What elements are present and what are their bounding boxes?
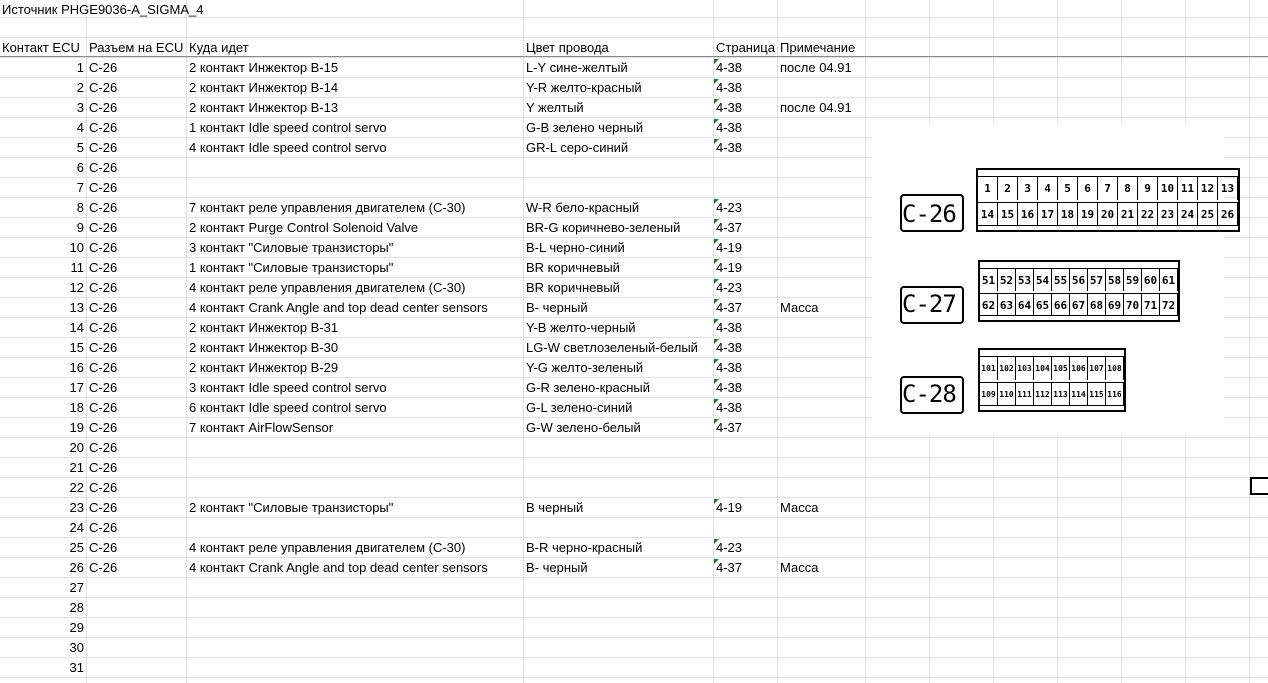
connector-cell[interactable]: C-26 [89,200,118,215]
contact-number-cell[interactable]: 14 [69,320,84,335]
note-cell[interactable]: после 04.91 [780,100,852,115]
column-header[interactable]: Разъем на ECU [89,40,184,55]
page-cell[interactable]: 4-38 [716,80,743,95]
connector-pin: 113 [1052,382,1070,406]
wire-color-cell[interactable]: B-L черно-синий [526,240,625,255]
row-gridline [0,477,1268,478]
wire-color-cell[interactable]: BR коричневый [526,260,620,275]
connector-pin: 2 [998,176,1018,200]
connector-pin: 62 [980,293,998,316]
connector-pin: 58 [1106,268,1124,291]
connector-label: C-26 [902,200,956,228]
row-gridline [0,617,1268,618]
wire-color-cell[interactable]: Y-R желто-красный [526,80,642,95]
connector-pin-block [976,168,1240,232]
selected-cell[interactable] [1250,477,1268,495]
destination-cell[interactable]: 2 контакт Инжектор B-31 [189,320,339,335]
page-cell[interactable]: 4-23 [716,200,743,215]
number-stored-as-text-marker [714,379,719,384]
column-header[interactable]: Куда идет [189,40,249,55]
contact-number-cell[interactable]: 19 [69,420,84,435]
contact-number-cell[interactable]: 8 [76,200,84,215]
contact-number-cell[interactable]: 16 [69,360,84,375]
connector-pin: 6 [1078,176,1098,200]
connector-pin: 13 [1218,176,1238,200]
connector-diagram-image [872,124,1235,436]
connector-cell[interactable]: C-26 [89,180,118,195]
connector-pin: 60 [1142,268,1160,291]
page-cell[interactable]: 4-38 [716,340,743,355]
row-gridline [0,677,1268,678]
contact-number-cell[interactable]: 1 [76,60,84,75]
connector-pin: 56 [1070,268,1088,291]
connector-cell[interactable]: C-26 [89,380,118,395]
destination-cell[interactable]: 2 контакт "Силовые транзисторы" [189,500,394,515]
connector-cell[interactable]: C-26 [89,80,118,95]
destination-cell[interactable]: 4 контакт Idle speed control servo [189,140,387,155]
number-stored-as-text-marker [714,399,719,404]
page-cell[interactable]: 4-37 [716,560,743,575]
connector-pin: 66 [1052,293,1070,316]
connector-pin: 61 [1160,268,1178,291]
destination-cell[interactable]: 4 контакт реле управления двигателем (C-30) [189,540,466,555]
connector-cell[interactable]: C-26 [89,140,118,155]
destination-cell[interactable]: 2 контакт Инжектор B-14 [189,80,339,95]
number-stored-as-text-marker [714,339,719,344]
connector-pin: 16 [1018,202,1038,226]
connector-cell[interactable]: C-26 [89,420,118,435]
connector-pin: 64 [1016,293,1034,316]
connector-pin: 26 [1218,202,1238,226]
connector-cell[interactable]: C-26 [89,120,118,135]
connector-pin: 72 [1160,293,1178,316]
connector-pin: 101 [980,356,998,380]
connector-pin-block [978,260,1180,322]
wire-color-cell[interactable]: G-R зелено-красный [526,380,651,395]
connector-pin: 70 [1124,293,1142,316]
page-cell[interactable]: 4-38 [716,360,743,375]
contact-number-cell[interactable]: 30 [69,640,84,655]
wire-color-cell[interactable]: W-R бело-красный [526,200,640,215]
connector-pin: 10 [1158,176,1178,200]
page-cell[interactable]: 4-38 [716,380,743,395]
page-cell[interactable]: 4-38 [716,120,743,135]
page-cell[interactable]: 4-37 [716,220,743,235]
wire-color-cell[interactable]: BR-G коричнево-зеленый [526,220,681,235]
connector-cell[interactable]: C-26 [89,100,118,115]
destination-cell[interactable]: 2 контакт Инжектор B-29 [189,360,339,375]
number-stored-as-text-marker [714,559,719,564]
connector-pin: 102 [998,356,1016,380]
number-stored-as-text-marker [714,419,719,424]
column-gridline [1249,0,1250,683]
row-gridline [0,657,1268,658]
wire-color-cell[interactable]: Y желтый [526,100,584,115]
wire-color-cell[interactable]: B-R черно-красный [526,540,643,555]
connector-cell[interactable]: C-26 [89,60,118,75]
connector-pin: 67 [1070,293,1088,316]
page-cell[interactable]: 4-37 [716,420,743,435]
contact-number-cell[interactable]: 26 [69,560,84,575]
contact-number-cell[interactable]: 18 [69,400,84,415]
connector-pin: 9 [1138,176,1158,200]
connector-pin: 107 [1088,356,1106,380]
connector-cell[interactable]: C-26 [89,460,118,475]
contact-number-cell[interactable]: 4 [76,120,84,135]
connector-pin: 114 [1070,382,1088,406]
contact-number-cell[interactable]: 10 [69,240,84,255]
connector-cell[interactable]: C-26 [89,280,118,295]
note-cell[interactable]: Масса [780,560,819,575]
destination-cell[interactable]: 4 контакт реле управления двигателем (C-30) [189,280,466,295]
destination-cell[interactable]: 7 контакт реле управления двигателем (C-30) [189,200,466,215]
wire-color-cell[interactable]: B черный [526,500,584,515]
connector-cell[interactable]: C-26 [89,540,118,555]
connector-pin: 110 [998,382,1016,406]
connector-pin: 24 [1178,202,1198,226]
number-stored-as-text-marker [714,99,719,104]
connector-pin: 1 [978,176,998,200]
contact-number-cell[interactable]: 29 [69,620,84,635]
connector-pin: 116 [1106,382,1124,406]
contact-number-cell[interactable]: 22 [69,480,84,495]
connector-cell[interactable]: C-26 [89,400,118,415]
connector-label: C-27 [902,290,956,318]
wire-color-cell[interactable]: B- черный [526,300,588,315]
connector-pin: 15 [998,202,1018,226]
connector-cell[interactable]: C-26 [89,440,118,455]
destination-cell[interactable]: 2 контакт Purge Control Solenoid Valve [189,220,419,235]
connector-pin: 109 [980,382,998,406]
connector-pin: 8 [1118,176,1138,200]
destination-cell[interactable]: 4 контакт Crank Angle and top dead center sensors [189,300,488,315]
wire-color-cell[interactable]: G-W зелено-белый [526,420,641,435]
row-gridline [0,637,1268,638]
contact-number-cell[interactable]: 23 [69,500,84,515]
page-cell[interactable]: 4-38 [716,140,743,155]
destination-cell[interactable]: 1 контакт "Силовые транзисторы" [189,260,394,275]
connector-pin: 22 [1138,202,1158,226]
connector-pin: 55 [1052,268,1070,291]
connector-pin: 68 [1088,293,1106,316]
connector-pin: 71 [1142,293,1160,316]
page-cell[interactable]: 4-19 [716,240,743,255]
connector-cell[interactable]: C-26 [89,300,118,315]
wire-color-cell[interactable]: Y-G желто-зеленый [526,360,644,375]
connector-pin: 23 [1158,202,1178,226]
connector-pin: 7 [1098,176,1118,200]
connector-cell[interactable]: C-26 [89,240,118,255]
connector-pin: 54 [1034,268,1052,291]
connector-cell[interactable]: C-26 [89,260,118,275]
contact-number-cell[interactable]: 31 [69,660,84,675]
connector-pin: 17 [1038,202,1058,226]
number-stored-as-text-marker [714,59,719,64]
connector-cell[interactable]: C-26 [89,360,118,375]
page-cell[interactable]: 4-38 [716,400,743,415]
wire-color-cell[interactable]: BR коричневый [526,280,620,295]
wire-color-cell[interactable]: G-B зелено черный [526,120,644,135]
connector-pin: 12 [1198,176,1218,200]
number-stored-as-text-marker [714,539,719,544]
contact-number-cell[interactable]: 7 [76,180,84,195]
destination-cell[interactable]: 3 контакт Idle speed control servo [189,380,387,395]
connector-pin: 53 [1016,268,1034,291]
column-header[interactable]: Страница [716,40,775,55]
wire-color-cell[interactable]: L-Y сине-желтый [526,60,628,75]
destination-cell[interactable]: 7 контакт AirFlowSensor [189,420,334,435]
number-stored-as-text-marker [714,139,719,144]
connector-pin: 3 [1018,176,1038,200]
page-cell[interactable]: 4-37 [716,300,743,315]
number-stored-as-text-marker [714,259,719,264]
sheet-title: Источник PHGE9036-A_SIGMA_4 [2,2,204,17]
connector-cell[interactable]: C-26 [89,520,118,535]
connector-pin: 11 [1178,176,1198,200]
page-cell[interactable]: 4-38 [716,60,743,75]
connector-pin: 51 [980,268,998,291]
contact-number-cell[interactable]: 2 [76,80,84,95]
column-gridline [865,0,866,683]
destination-cell[interactable]: 2 контакт Инжектор B-30 [189,340,339,355]
column-gridline [86,0,87,683]
page-cell[interactable]: 4-19 [716,500,743,515]
page-cell[interactable]: 4-38 [716,100,743,115]
contact-number-cell[interactable]: 27 [69,580,84,595]
wire-color-cell[interactable]: G-L зелено-синий [526,400,633,415]
connector-pin: 21 [1118,202,1138,226]
page-cell[interactable]: 4-23 [716,540,743,555]
column-header[interactable]: Цвет провода [526,40,609,55]
connector-pin: 106 [1070,356,1088,380]
wire-color-cell[interactable]: GR-L серо-синий [526,140,629,155]
number-stored-as-text-marker [714,219,719,224]
row-gridline [0,457,1268,458]
contact-number-cell[interactable]: 3 [76,100,84,115]
column-gridline [523,0,524,683]
number-stored-as-text-marker [714,359,719,364]
connector-pin: 57 [1088,268,1106,291]
number-stored-as-text-marker [714,279,719,284]
connector-cell[interactable]: C-26 [89,160,118,175]
contact-number-cell[interactable]: 6 [76,160,84,175]
connector-cell[interactable]: C-26 [89,500,118,515]
page-cell[interactable]: 4-23 [716,280,743,295]
number-stored-as-text-marker [714,79,719,84]
contact-number-cell[interactable]: 25 [69,540,84,555]
contact-number-cell[interactable]: 15 [69,340,84,355]
contact-number-cell[interactable]: 13 [69,300,84,315]
connector-cell[interactable]: C-26 [89,340,118,355]
connector-pin: 20 [1098,202,1118,226]
connector-pin: 52 [998,268,1016,291]
destination-cell[interactable]: 4 контакт Crank Angle and top dead center sensors [189,560,488,575]
destination-cell[interactable]: 2 контакт Инжектор B-13 [189,100,339,115]
connector-pin: 14 [978,202,998,226]
number-stored-as-text-marker [714,199,719,204]
column-gridline [186,0,187,683]
page-cell[interactable]: 4-19 [716,260,743,275]
contact-number-cell[interactable]: 9 [76,220,84,235]
connector-pin: 108 [1106,356,1124,380]
column-header[interactable]: Контакт ECU [2,40,80,55]
connector-pin: 18 [1058,202,1078,226]
contact-number-cell[interactable]: 12 [69,280,84,295]
destination-cell[interactable]: 2 контакт Инжектор B-15 [189,60,339,75]
number-stored-as-text-marker [714,119,719,124]
contact-number-cell[interactable]: 21 [69,460,84,475]
connector-pin: 5 [1058,176,1078,200]
contact-number-cell[interactable]: 17 [69,380,84,395]
connector-pin: 104 [1034,356,1052,380]
contact-number-cell[interactable]: 11 [70,260,84,275]
number-stored-as-text-marker [714,299,719,304]
contact-number-cell[interactable]: 20 [69,440,84,455]
destination-cell[interactable]: 1 контакт Idle speed control servo [189,120,387,135]
number-stored-as-text-marker [714,499,719,504]
connector-pin: 111 [1016,382,1034,406]
connector-cell[interactable]: C-26 [89,560,118,575]
column-gridline [777,0,778,683]
connector-pin: 112 [1034,382,1052,406]
connector-pin: 105 [1052,356,1070,380]
contact-number-cell[interactable]: 5 [76,140,84,155]
number-stored-as-text-marker [714,239,719,244]
note-cell[interactable]: Масса [780,500,819,515]
wire-color-cell[interactable]: Y-B желто-черный [526,320,636,335]
column-header[interactable]: Примечание [780,40,856,55]
note-cell[interactable]: после 04.91 [780,60,852,75]
wire-color-cell[interactable]: LG-W светлозеленый-белый [526,340,698,355]
wire-color-cell[interactable]: B- черный [526,560,588,575]
connector-pin: 103 [1016,356,1034,380]
connector-cell[interactable]: C-26 [89,320,118,335]
connector-cell[interactable]: C-26 [89,480,118,495]
connector-pin: 19 [1078,202,1098,226]
connector-pin: 65 [1034,293,1052,316]
connector-pin: 59 [1124,268,1142,291]
connector-pin: 63 [998,293,1016,316]
connector-pin: 115 [1088,382,1106,406]
contact-number-cell[interactable]: 28 [69,600,84,615]
contact-number-cell[interactable]: 24 [69,520,84,535]
destination-cell[interactable]: 3 контакт "Силовые транзисторы" [189,240,394,255]
row-gridline [0,597,1268,598]
note-cell[interactable]: Масса [780,300,819,315]
destination-cell[interactable]: 6 контакт Idle speed control servo [189,400,387,415]
connector-pin: 69 [1106,293,1124,316]
number-stored-as-text-marker [714,319,719,324]
connector-pin: 4 [1038,176,1058,200]
connector-label: C-28 [902,380,956,408]
connector-pin: 25 [1198,202,1218,226]
connector-cell[interactable]: C-26 [89,220,118,235]
connector-pin-block [978,348,1126,412]
page-cell[interactable]: 4-38 [716,320,743,335]
